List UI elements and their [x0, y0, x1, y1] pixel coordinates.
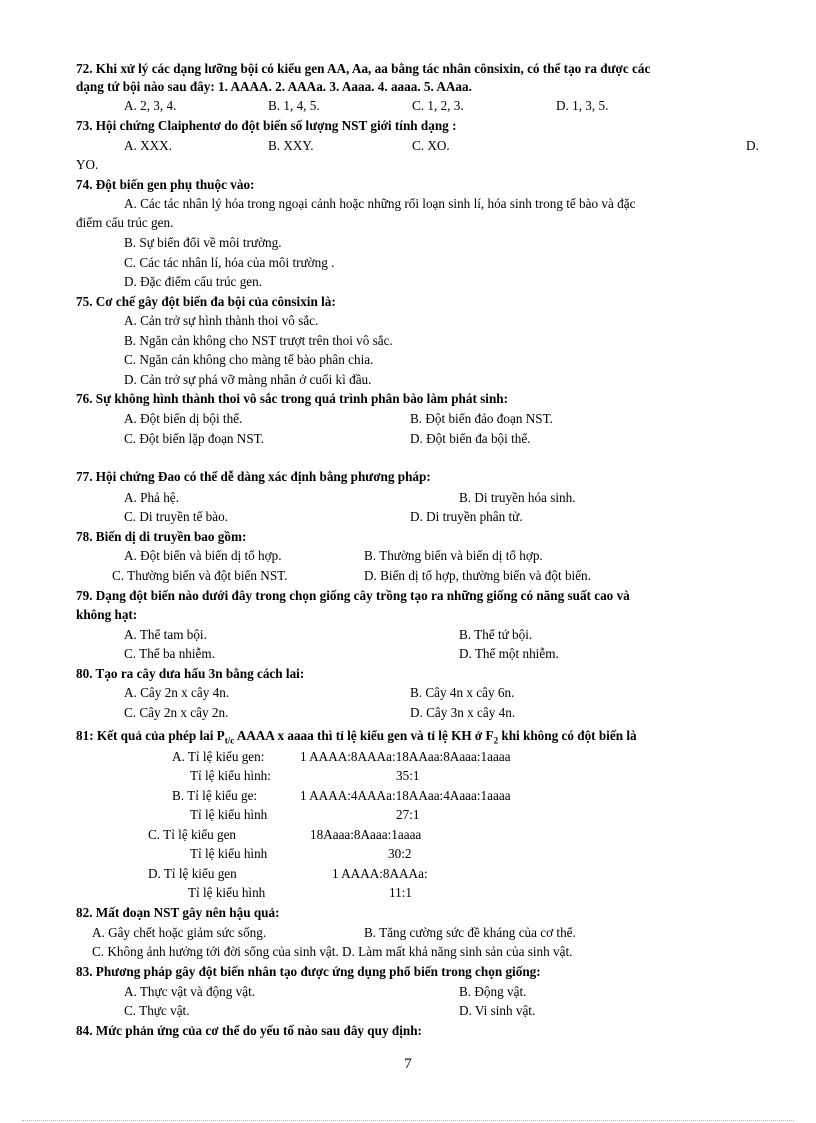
- q76-option-d: D. Đột biến đa bội thể.: [410, 431, 531, 446]
- q74-title: 74. Đột biến gen phụ thuộc vào:: [76, 177, 255, 192]
- q75-option-a: A. Cản trở sự hình thành thoi vô sắc.: [124, 313, 319, 328]
- q81-title-part3: khi không có đột biến là: [498, 728, 637, 743]
- q73-option-d-label: D.: [746, 138, 759, 153]
- q81-b-genotype-ratio: 1 AAAA:4AAAa:18AAaa:4Aaaa:1aaaa: [300, 788, 511, 803]
- q73-option-c: C. XO.: [412, 138, 450, 153]
- q76-option-a: A. Đột biến dị bội thể.: [124, 411, 243, 426]
- q73-option-b: B. XXY.: [268, 138, 314, 153]
- q81-title-subscript-2: 2: [493, 735, 499, 746]
- q80-option-d: D. Cây 3n x cây 4n.: [410, 705, 516, 720]
- q76-option-c: C. Đột biến lặp đoạn NST.: [124, 431, 265, 446]
- q83-title: 83. Phương pháp gây đột biến nhân tạo được ứng dụng phổ biến trong chọn giống:: [76, 964, 541, 979]
- q72-title-line1: 72. Khi xử lý các dạng lưỡng bội có kiểu gen AA, Aa, aa bằng tác nhân cônsixin, có thể tạo ra được các: [76, 61, 651, 76]
- q72-title-line2: dạng tứ bội nào sau đây: 1. AAAA. 2. AAAa. 3. Aaaa. 4. aaaa. 5. AAaa.: [76, 79, 472, 94]
- q80-title: 80. Tạo ra cây dưa hấu 3n bằng cách lai:: [76, 666, 305, 681]
- q78-option-a: A. Đột biến và biến dị tổ hợp.: [124, 548, 282, 563]
- q78-option-c: C. Thường biến và đột biến NST.: [112, 568, 288, 583]
- q75-option-d: D. Cản trở sự phá vỡ màng nhân ở cuối kì đầu.: [124, 372, 372, 387]
- q77-option-a: A. Phả hệ.: [124, 490, 179, 505]
- q81-c-genotype-label: C. Tỉ lệ kiểu gen: [148, 827, 237, 842]
- q81-b-genotype-label: B. Tỉ lệ kiểu ge:: [172, 788, 258, 803]
- q74-option-b: B. Sự biến đổi về môi trường.: [124, 235, 282, 250]
- q78-title: 78. Biến dị di truyền bao gồm:: [76, 529, 247, 544]
- q81-a-phenotype-label: Tỉ lệ kiểu hình:: [190, 768, 271, 783]
- q77-option-c: C. Di truyền tế bào.: [124, 509, 229, 524]
- q81-c-phenotype-ratio: 30:2: [388, 846, 412, 861]
- q83-option-b: B. Động vật.: [459, 984, 527, 999]
- q84-title: 84. Mức phản ứng của cơ thể do yếu tố nào sau đây quy định:: [76, 1023, 422, 1038]
- q72-option-d: D. 1, 3, 5.: [556, 98, 609, 113]
- q81-title-subscript-tc: t/c: [224, 735, 235, 746]
- q81-c-genotype-ratio: 18Aaaa:8Aaaa:1aaaa: [310, 827, 422, 842]
- q79-option-d: D. Thể một nhiễm.: [459, 646, 559, 661]
- q81-title: [76, 727, 637, 744]
- q79-title-line1: 79. Dạng đột biến nào dưới đây trong chọn giống cây trồng tạo ra những giống có năng suất cao và: [76, 588, 630, 603]
- q77-title: 77. Hội chứng Đao có thể dễ dàng xác định bằng phương pháp:: [76, 469, 431, 484]
- q76-option-b: B. Đột biến đảo đoạn NST.: [410, 411, 553, 426]
- q74-option-a-line2: điểm cấu trúc gen.: [76, 215, 174, 230]
- footer-divider: [22, 1120, 794, 1121]
- q81-b-phenotype-ratio: 27:1: [396, 807, 420, 822]
- q75-title: 75. Cơ chế gây đột biến đa bội của cônsixin là:: [76, 294, 336, 309]
- q72-option-c: C. 1, 2, 3.: [412, 98, 464, 113]
- q72-option-b: B. 1, 4, 5.: [268, 98, 320, 113]
- q82-option-a: A. Gây chết hoặc giảm sức sống.: [92, 925, 267, 940]
- q81-a-phenotype-ratio: 35:1: [396, 768, 420, 783]
- q73-title: 73. Hội chứng Claiphentơ do đột biến số lượng NST giới tính dạng :: [76, 118, 457, 133]
- q73-option-a: A. XXX.: [124, 138, 172, 153]
- q82-option-b: B. Tăng cường sức đề kháng của cơ thể.: [364, 925, 576, 940]
- q77-option-d: D. Di truyền phân tử.: [410, 509, 523, 524]
- q79-option-a: A. Thể tam bội.: [124, 627, 207, 642]
- q81-a-genotype-label: A. Tỉ lệ kiểu gen:: [172, 749, 265, 764]
- q75-option-b: B. Ngăn cản không cho NST trượt trên thoi vô sắc.: [124, 333, 393, 348]
- q80-option-c: C. Cây 2n x cây 2n.: [124, 705, 229, 720]
- q82-options-c-d: C. Không ảnh hưởng tới đời sống của sinh vật. D. Làm mất khả năng sinh sản của sinh vật.: [92, 944, 573, 959]
- q81-d-phenotype-label: Tỉ lệ kiểu hình: [188, 885, 266, 900]
- q74-option-d: D. Đặc điểm cấu trúc gen.: [124, 274, 263, 289]
- q80-option-a: A. Cây 2n x cây 4n.: [124, 685, 230, 700]
- q81-a-genotype-ratio: 1 AAAA:8AAAa:18AAaa:8Aaaa:1aaaa: [300, 749, 511, 764]
- q81-d-genotype-label: D. Tỉ lệ kiểu gen: [148, 866, 237, 881]
- q78-option-d: D. Biến dị tổ hợp, thường biến và đột biến.: [364, 568, 591, 583]
- q76-title: 76. Sự không hình thành thoi vô sắc trong quá trình phân bào làm phát sinh:: [76, 391, 509, 406]
- q81-c-phenotype-label: Tỉ lệ kiểu hình: [190, 846, 268, 861]
- q81-title-part2: AAAA x aaaa thì tỉ lệ kiểu gen và tỉ lệ KH ở F: [234, 728, 494, 743]
- q81-d-phenotype-ratio: 11:1: [389, 885, 412, 900]
- q80-option-b: B. Cây 4n x cây 6n.: [410, 685, 515, 700]
- q83-option-d: D. Vi sinh vật.: [459, 1003, 536, 1018]
- q81-d-genotype-ratio: 1 AAAA:8AAAa:: [332, 866, 428, 881]
- q79-title-line2: không hạt:: [76, 607, 138, 622]
- q72-option-a: A. 2, 3, 4.: [124, 98, 177, 113]
- page-number: 7: [404, 1056, 412, 1072]
- q83-option-a: A. Thực vật và động vật.: [124, 984, 256, 999]
- q82-title: 82. Mất đoạn NST gây nên hậu quả:: [76, 905, 280, 920]
- q81-title-part1: 81: Kết quả của phép lai P: [76, 728, 225, 743]
- q74-option-c: C. Các tác nhân lí, hóa của môi trường .: [124, 255, 335, 270]
- q83-option-c: C. Thực vật.: [124, 1003, 190, 1018]
- q79-option-c: C. Thể ba nhiễm.: [124, 646, 215, 661]
- q75-option-c: C. Ngăn cản không cho màng tế bào phân chia.: [124, 352, 374, 367]
- q81-b-phenotype-label: Tỉ lệ kiểu hình: [190, 807, 268, 822]
- q78-option-b: B. Thường biến và biến dị tổ hợp.: [364, 548, 543, 563]
- q79-option-b: B. Thể tứ bội.: [459, 627, 533, 642]
- q73-option-d-value: YO.: [76, 157, 99, 172]
- q77-option-b: B. Di truyền hóa sinh.: [459, 490, 576, 505]
- q74-option-a-line1: A. Các tác nhân lý hóa trong ngoại cảnh hoặc những rối loạn sinh lí, hóa sinh trong tế bào và đặc: [124, 196, 636, 211]
